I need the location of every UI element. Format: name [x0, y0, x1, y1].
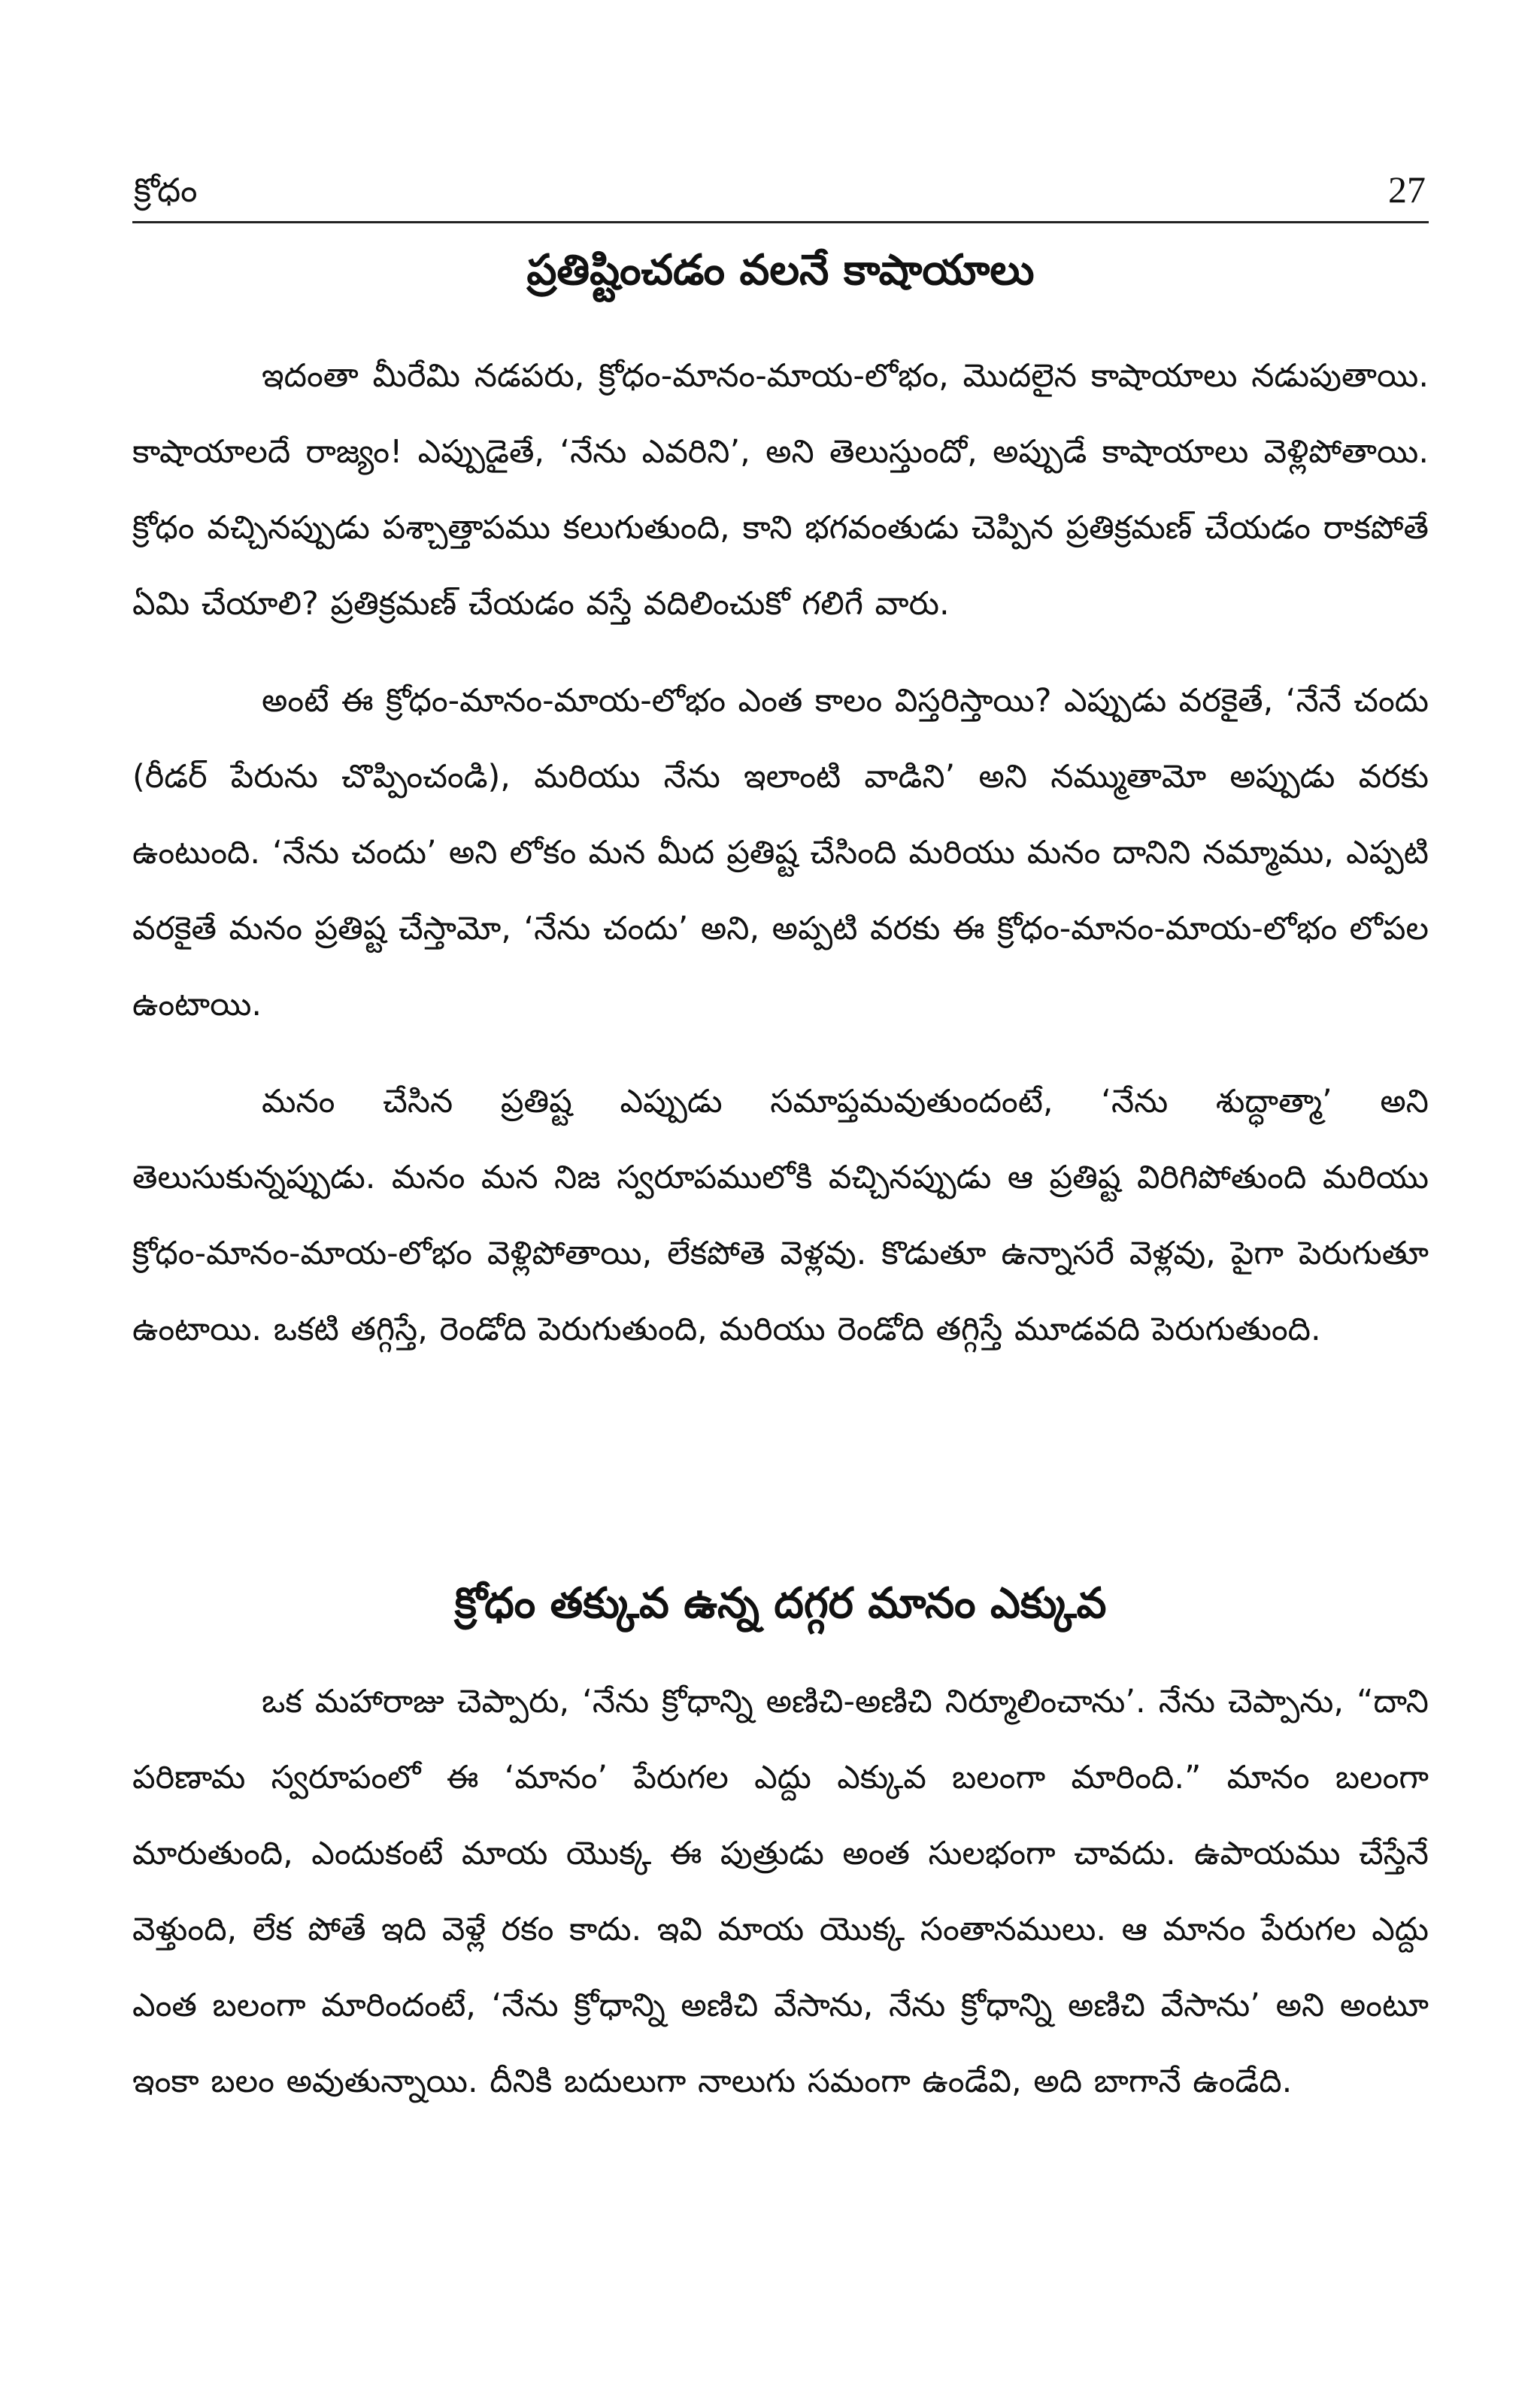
section-pratishta: [132, 241, 1429, 1368]
running-header: [132, 164, 1429, 223]
section-krodham-maanam: [132, 1574, 1429, 2120]
paragraph: మనం చేసిన ప్రతిష్ట ఎప్పుడు సమాప్తమవుతుందంటే, ‘నేను శుద్ధాత్మా’ అని తెలుసుకున్నప్పుడు. మనం మన నిజ స్వరూపములోకి వచ్చినప్పుడు ఆ ప్రతిష్ట విరిగిపోతుంది మరియు క్రోధం-మానం-మాయ-లోభం వెళ్లిపోతాయి, లేకపోతె వెళ్లవు. కొడుతూ ఉన్నాసరే వెళ్లవు, పైగా పెరుగుతూ ఉంటాయి. ఒకటి తగ్గిస్తే, రెండోది పెరుగుతుంది, మరియు రెండోది తగ్గిస్తే మూడవది పెరుగుతుంది.: [132, 1083, 1429, 1348]
running-title: క్రోధం: [134, 171, 198, 210]
page-number: 27: [1388, 168, 1426, 211]
section-heading: ప్రతిష్టించడం వలనే కాషాయాలు: [526, 246, 1035, 295]
paragraph: ఒక మహారాజు చెప్పారు, ‘నేను క్రోధాన్ని అణిచి-అణిచి నిర్మూలించాను’. నేను చెప్పాను, “దాని పరిణామ స్వరూపంలో ఈ ‘మానం’ పేరుగల ఎద్దు ఎక్కువ బలంగా మారింది.” మానం బలంగా మారుతుంది, ఎందుకంటే మాయ యొక్క ఈ పుత్రుడు అంత సులభంగా చావదు. ఉపాయము చేస్తేనే వెళ్తుంది, లేక పోతే ఇది వెళ్లే రకం కాదు. ఇవి మాయ యొక్క సంతానములు. ఆ మానం పేరుగల ఎద్దు ఎంత బలంగా మారిందంటే, ‘నేను క్రోధాన్ని అణిచి వేసాను, నేను క్రోధాన్ని అణిచి వేసాను’ అని అంటూ ఇంకా బలం అవుతున్నాయి. దీనికి బదులుగా నాలుగు సమంగా ఉండేవి, అది బాగానే ఉండేది.: [132, 1683, 1429, 2100]
paragraph: అంటే ఈ క్రోధం-మానం-మాయ-లోభం ఎంత కాలం విస్తరిస్తాయి? ఎప్పుడు వరకైతే, ‘నేనే చందు (రీడర్ పేరును చొప్పించండి), మరియు నేను ఇలాంటి వాడిని’ అని నమ్ముతామో అప్పుడు వరకు ఉంటుంది. ‘నేను చందు’ అని లోకం మన మీద ప్రతిష్ట చేసింది మరియు మనం దానిని నమ్మాము, ఎప్పటి వరకైతే మనం ప్రతిష్ట చేస్తామో, ‘నేను చందు’ అని, అప్పటి వరకు ఈ క్రోధం-మానం-మాయ-లోభం లోపల ఉంటాయి.: [132, 682, 1429, 1023]
section-heading: క్రోధం తక్కువ ఉన్న దగ్గర మానం ఎక్కువ: [454, 1579, 1107, 1628]
paragraph: ఇదంతా మీరేమి నడపరు, క్రోధం-మానం-మాయ-లోభం, మొదలైన కాషాయాలు నడుపుతాయి. కాషాయాలదే రాజ్యం! ఎప్పుడైతే, ‘నేను ఎవరిని’, అని తెలుస్తుందో, అప్పుడే కాషాయాలు వెళ్లిపోతాయి. క్రోధం వచ్చినప్పుడు పశ్చాత్తాపము కలుగుతుంది, కాని భగవంతుడు చెప్పిన ప్రతిక్రమణ్ చేయడం రాకపోతే ఏమి చేయాలి? ప్రతిక్రమణ్ చేయడం వస్తే వదిలించుకో గలిగే వారు.: [132, 357, 1429, 623]
